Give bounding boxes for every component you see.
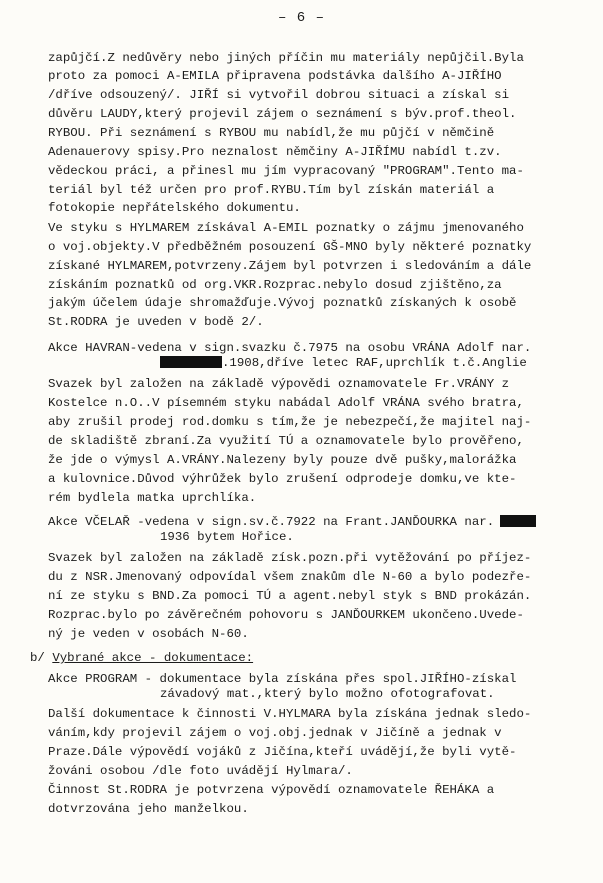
text-line: Rozprac.bylo po závěrečném pohovoru s JANĎOURKEM ukončeno.Uvede- [48,608,524,622]
section-heading [30,650,570,666]
text-line: Ve styku s HYLMAREM získával A-EMIL poznatky o zájmu jmenovaného [48,221,524,235]
text-line: teriál byl též určen pro prof.RYBU.Tím byl získán materiál a [48,183,495,197]
program-heading-cont: závadový mat.,který bylo možno ofotografovat. [160,687,495,701]
text-line: získané HYLMAREM,potvrzeny.Zájem byl potvrzen i sledováním a dále [48,259,532,273]
text-line: Další dokumentace k činnosti V.HYLMARA byla získána jednak sledo- [48,707,532,721]
text-line: St.RODRA je uveden v bodě 2/. [48,315,264,329]
havran-heading-rest: .1908,dříve letec RAF,uprchlík t.č.Anglie [222,356,527,370]
section-title: Vybrané akce - dokumentace: [52,651,254,665]
text-line: proto za pomoci A-EMILA připravena podstávka dalšího A-JIŘÍHO [48,69,502,83]
text-line: vědeckou práci, a přinesl mu jím vypracovaný "PROGRAM".Tento ma- [48,164,524,178]
text-line: ný je veden v osobách N-60. [48,627,249,641]
text-line: Svazek byl založen na základě získ.pozn.při vytěžování po příjez- [48,551,532,565]
text-line: /dříve odsouzený/. JIŘÍ si vytvořil dobrou situaci a získal si [48,88,510,102]
text-line: Kostelce n.O..V písemném styku nabádal Adolf VRÁNA svého bratra, [48,396,524,410]
text-line: získáním poznatků od org.VKR.Rozprac.nebylo dosud zjištěno,za [48,278,502,292]
page-number: – 6 – [277,10,325,26]
text-line: Adenauerovy spisy.Pro neznalost němčiny A-JIŘÍMU nabídl t.zv. [48,145,502,159]
text-line: že jde o výmysl A.VRÁNY.Nalezeny byly pouze dvě pušky,malorážka [48,453,517,467]
havran-heading: Akce HAVRAN-vedena v sign.svazku č.7975 na osobu VRÁNA Adolf nar. [48,341,532,355]
text-line: Svazek byl založen na základě výpovědi oznamovatele Fr.VRÁNY z [48,377,510,391]
text-line: žováni osobou /dle foto uvádějí Hylmara/. [48,764,353,778]
text-line: du z NSR.Jmenovaný odpovídal všem znakům dle N-60 a bylo podezře- [48,570,532,584]
program-heading: Akce PROGRAM - dokumentace byla získána přes spol.JIŘÍHO-získal [48,672,517,686]
text-line: rém bydlela matka uprchlíka. [48,491,257,505]
text-line: důvěru LAUDY,který projevil zájem o seznámení s býv.prof.theol. [48,107,517,121]
section-marker: b/ [30,651,45,665]
text-line: ní ze styku s BND.Za pomoci TÚ a agent.nebyl styk s BND prokázán. [48,589,532,603]
text-line: fotokopie nepřátelského dokumentu. [48,201,301,215]
text-line: aby zrušil prodej rod.domku s tím,že je nebezpečí,že majitel naj- [48,415,532,429]
text-line: váním,kdy projevil zájem o voj.obj.jednak v Jičíně a jednak v [48,726,502,740]
text-line: zapůjčí.Z nedůvěry nebo jiných příčin mu materiály nepůjčil.Byla [48,51,524,65]
text-line: Praze.Dále výpovědí vojáků z Jičína,kteří uvádějí,že byli vytě- [48,745,517,759]
text-line: de skladiště zbraní.Za využití TÚ a oznamovatele bylo prověřeno, [48,434,524,448]
havran-heading-cont [160,355,603,371]
text-line: o voj.objekty.V předběžném posouzení GŠ-MNO byly některé poznatky [48,240,532,254]
redaction-bar [160,356,222,368]
text-line: jakým účelem údaje shromažďuje.Vývoj poznatků získaných k osobě [48,296,517,310]
vcelar-heading-cont: 1936 bytem Hořice. [160,530,294,544]
text-line: Činnost St.RODRA je potvrzena výpovědí oznamovatele ŘEHÁKA a [48,783,495,797]
text-line: a kulovnice.Důvod výhrůžek bylo zrušení odprodeje domku,ve kte- [48,472,517,486]
vcelar-heading-text: Akce VČELAŘ -vedena v sign.sv.č.7922 na Frant.JANĎOURKA nar. [48,515,495,529]
text-line: dotvrzována jeho manželkou. [48,802,249,816]
text-line: RYBOU. Při seznámení s RYBOU mu nabídl,že mu půjčí v němčině [48,126,495,140]
vcelar-heading [48,514,588,530]
redaction-bar [500,515,536,527]
